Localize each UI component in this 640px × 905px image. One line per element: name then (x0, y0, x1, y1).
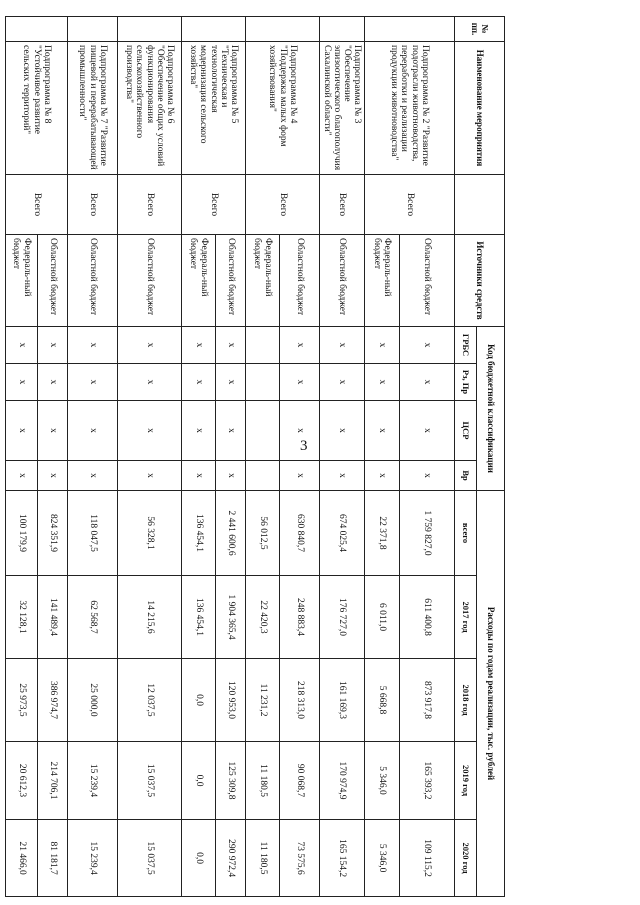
rzpr-cell (246, 364, 280, 401)
header-scope (455, 175, 505, 235)
year-2018-cell: 25 000,0 (68, 659, 118, 742)
total-cell: 1 759 827,0 (400, 491, 455, 576)
program-name: Подпрограмма № 6 "Обеспечение общих условий функционирования сельскохозяйственного производства" (118, 42, 182, 175)
grbs-cell: х (38, 327, 68, 364)
year-2018-cell: 120 953,0 (216, 659, 246, 742)
rzpr-cell: х (38, 364, 68, 401)
year-2020-cell: 5 346,0 (365, 820, 400, 897)
grbs-cell: х (118, 327, 182, 364)
table-row (216, 17, 246, 897)
rzpr-cell: х (400, 364, 455, 401)
year-2017-cell: 136 454,1 (182, 576, 216, 659)
header-csr: ЦСР (455, 401, 477, 461)
year-2020-cell: 15 037,5 (118, 820, 182, 897)
header-year-2019: 2019 год (455, 742, 477, 820)
rotated-page (11, 16, 505, 896)
table-header (455, 17, 505, 897)
grbs-cell: х (365, 327, 400, 364)
rzpr-cell: х (280, 364, 320, 401)
table-body (6, 17, 455, 897)
year-2020-cell: 109 115,2 (400, 820, 455, 897)
table-row (118, 17, 182, 897)
program-name: Подпрограмма № 2 "Развитие подотрасли животноводства, переработки и реализации продукции животноводства" (365, 42, 455, 175)
program-scope: Всего (68, 175, 118, 235)
program-scope: Всего (320, 175, 365, 235)
program-scope: Всего (118, 175, 182, 235)
year-2020-cell: 73 575,6 (280, 820, 320, 897)
program-name: Подпрограмма № 5 "Техническая и технологическая модернизация сельского хозяйства" (182, 42, 246, 175)
vr-cell: х (118, 461, 182, 491)
header-num: № пп. (455, 17, 505, 42)
rzpr-cell: х (320, 364, 365, 401)
csr-cell: х (280, 401, 320, 461)
year-2019-cell: 15 037,5 (118, 742, 182, 820)
year-2020-cell: 11 180,5 (246, 820, 280, 897)
year-2017-cell: 1 904 365,4 (216, 576, 246, 659)
vr-cell: х (6, 461, 38, 491)
table-row (38, 17, 68, 897)
vr-cell: х (68, 461, 118, 491)
table-row (280, 17, 320, 897)
year-2019-cell: 165 393,2 (400, 742, 455, 820)
grbs-cell: х (68, 327, 118, 364)
source-cell: Областной бюджет (118, 235, 182, 327)
rzpr-cell: х (6, 364, 38, 401)
source-cell: Федераль-ный бюджет (365, 235, 400, 327)
year-2018-cell: 12 037,5 (118, 659, 182, 742)
rzpr-cell: х (365, 364, 400, 401)
year-2020-cell: 81 181,7 (38, 820, 68, 897)
vr-cell: х (320, 461, 365, 491)
total-cell: 100 179,9 (6, 491, 38, 576)
csr-cell: х (400, 401, 455, 461)
year-2017-cell: 141 489,4 (38, 576, 68, 659)
vr-cell: х (216, 461, 246, 491)
row-number-cell (6, 17, 68, 42)
year-2018-cell: 873 917,8 (400, 659, 455, 742)
program-name: Подпрограмма № 3 "Обеспечение эпизоотического благополучия Сахалинской области" (320, 42, 365, 175)
csr-cell: х (365, 401, 400, 461)
year-2019-cell: 11 180,5 (246, 742, 280, 820)
row-number-cell (365, 17, 455, 42)
table-row (68, 17, 118, 897)
header-year-2018: 2018 год (455, 659, 477, 742)
source-cell: Областной бюджет (216, 235, 246, 327)
year-2019-cell: 5 346,0 (365, 742, 400, 820)
vr-cell: х (38, 461, 68, 491)
total-cell: 118 047,5 (68, 491, 118, 576)
csr-cell: х (68, 401, 118, 461)
year-2019-cell: 90 068,7 (280, 742, 320, 820)
row-number-cell (182, 17, 246, 42)
year-2020-cell: 15 239,4 (68, 820, 118, 897)
source-cell: Федераль-ный бюджет (246, 235, 280, 327)
header-rzpr: Рз, Пр (455, 364, 477, 401)
year-2020-cell: 165 154,2 (320, 820, 365, 897)
rzpr-cell: х (182, 364, 216, 401)
year-2018-cell: 161 169,3 (320, 659, 365, 742)
header-source: Источники средств (455, 235, 505, 327)
csr-cell: х (182, 401, 216, 461)
grbs-cell: х (182, 327, 216, 364)
program-name: Подпрограмма № 4 "Поддержка малых форм хозяйствования" (246, 42, 320, 175)
header-total: всего (455, 491, 477, 576)
year-2017-cell: 6 011,0 (365, 576, 400, 659)
header-vr: Вр (455, 461, 477, 491)
vr-cell: х (182, 461, 216, 491)
budget-table (5, 16, 505, 897)
total-cell: 2 441 600,6 (216, 491, 246, 576)
rzpr-cell: х (216, 364, 246, 401)
year-2019-cell: 15 239,4 (68, 742, 118, 820)
year-2020-cell: 0,0 (182, 820, 216, 897)
program-scope: Всего (365, 175, 455, 235)
year-2017-cell: 32 128,1 (6, 576, 38, 659)
source-cell: Областной бюджет (68, 235, 118, 327)
header-year-2020: 2020 год (455, 820, 477, 897)
program-scope: Всего (182, 175, 246, 235)
table-row (320, 17, 365, 897)
row-number-cell (118, 17, 182, 42)
year-2019-cell: 214 706,1 (38, 742, 68, 820)
rzpr-cell: х (68, 364, 118, 401)
csr-cell: х (118, 401, 182, 461)
row-number-cell (320, 17, 365, 42)
year-2018-cell: 5 668,8 (365, 659, 400, 742)
vr-cell: х (280, 461, 320, 491)
year-2017-cell: 62 568,7 (68, 576, 118, 659)
year-2020-cell: 21 466,0 (6, 820, 38, 897)
source-cell: Областной бюджет (280, 235, 320, 327)
program-name: Подпрограмма № 7 "Развитие пищевой и перерабатывающей промышленности" (68, 42, 118, 175)
table-row (400, 17, 455, 897)
year-2018-cell: 0,0 (182, 659, 216, 742)
year-2017-cell: 14 215,6 (118, 576, 182, 659)
year-2019-cell: 20 612,3 (6, 742, 38, 820)
page-number: 3 (300, 438, 308, 454)
source-cell: Федераль-ный бюджет (182, 235, 216, 327)
year-2019-cell: 0,0 (182, 742, 216, 820)
grbs-cell: х (400, 327, 455, 364)
source-cell: Областной бюджет (400, 235, 455, 327)
year-2018-cell: 386 974,7 (38, 659, 68, 742)
year-2019-cell: 170 974,9 (320, 742, 365, 820)
row-number-cell (68, 17, 118, 42)
year-2019-cell: 125 309,8 (216, 742, 246, 820)
year-2018-cell: 218 313,0 (280, 659, 320, 742)
total-cell: 136 454,1 (182, 491, 216, 576)
csr-cell: х (38, 401, 68, 461)
rzpr-cell: х (118, 364, 182, 401)
program-scope: Всего (246, 175, 320, 235)
year-2018-cell: 11 231,2 (246, 659, 280, 742)
total-cell: 674 025,4 (320, 491, 365, 576)
header-name: Наименование мероприятия (455, 42, 505, 175)
total-cell: 22 371,8 (365, 491, 400, 576)
csr-cell: х (320, 401, 365, 461)
program-name: Подпрограмма № 8 "Устойчивое развитие сельских территорий" (6, 42, 68, 175)
total-cell: 56 012,5 (246, 491, 280, 576)
csr-cell: х (6, 401, 38, 461)
year-2017-cell: 248 883,4 (280, 576, 320, 659)
grbs-cell: х (320, 327, 365, 364)
vr-cell: х (400, 461, 455, 491)
year-2017-cell: 176 727,0 (320, 576, 365, 659)
csr-cell: х (216, 401, 246, 461)
grbs-cell: х (216, 327, 246, 364)
total-cell: 56 328,1 (118, 491, 182, 576)
source-cell: Федераль-ный бюджет (6, 235, 38, 327)
year-2020-cell: 290 972,4 (216, 820, 246, 897)
source-cell: Областной бюджет (38, 235, 68, 327)
grbs-cell: х (280, 327, 320, 364)
header-kbk: Код бюджетной классификации (477, 327, 505, 491)
row-number-cell (246, 17, 320, 42)
grbs-cell: х (6, 327, 38, 364)
vr-cell (246, 461, 280, 491)
vr-cell: х (365, 461, 400, 491)
total-cell: 824 351,9 (38, 491, 68, 576)
year-2017-cell: 611 400,8 (400, 576, 455, 659)
total-cell: 630 840,7 (280, 491, 320, 576)
year-2017-cell: 22 420,3 (246, 576, 280, 659)
year-2018-cell: 25 973,5 (6, 659, 38, 742)
program-scope: Всего (6, 175, 68, 235)
header-expenses: Расходы по годам реализации, тыс. рублей (477, 491, 505, 897)
header-grbs: ГРБС (455, 327, 477, 364)
csr-cell (246, 401, 280, 461)
source-cell: Областной бюджет (320, 235, 365, 327)
header-year-2017: 2017 год (455, 576, 477, 659)
grbs-cell (246, 327, 280, 364)
